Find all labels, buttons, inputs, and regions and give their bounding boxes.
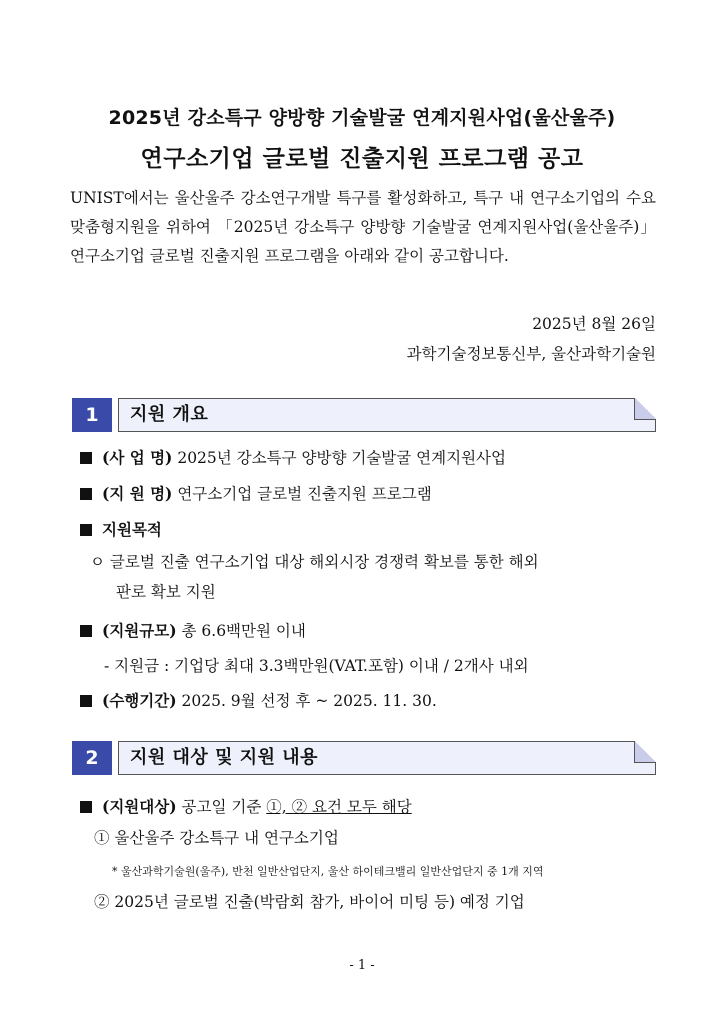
issuing-organizations: 과학기술정보통신부, 울산과학기술원 — [406, 345, 656, 363]
label: (사 업 명) — [102, 448, 173, 467]
square-bullet-icon — [80, 625, 92, 637]
scale-subitem: - 지원금 : 기업당 최대 3.3백만원(VAT.포함) 이내 / 2개사 내외 — [104, 657, 529, 675]
requirement-1: ① 울산울주 강소특구 내 연구소기업 — [94, 829, 339, 847]
square-bullet-icon — [80, 695, 92, 707]
section-2-header — [72, 741, 656, 775]
square-bullet-icon — [80, 452, 92, 464]
folded-corner — [634, 741, 656, 763]
requirement-2: ② 2025년 글로벌 진출(박람회 참가, 바이어 미팅 등) 예정 기업 — [94, 893, 525, 911]
square-bullet-icon — [80, 801, 92, 813]
overview-project-name — [80, 446, 506, 468]
section-1-header — [72, 398, 656, 432]
label: (지 원 명) — [102, 484, 173, 503]
overview-period — [80, 689, 437, 711]
section-1-title: 지원 개요 — [130, 404, 209, 425]
target-heading — [80, 795, 412, 817]
overview-support-name — [80, 482, 432, 504]
announcement-date: 2025년 8월 26일 — [532, 315, 656, 333]
intro-paragraph: UNIST에서는 울산울주 강소연구개발 특구를 활성화하고, 특구 내 연구소기업의 수요맞춤형지원을 위하여 「2025년 강소특구 양방향 기술발굴 연계지원사업(울산울주)」 연구소기업 글로벌 진출지원 프로그램을 아래와 같이 공고합니다. — [70, 189, 656, 265]
square-bullet-icon — [80, 488, 92, 500]
value: 연구소기업 글로벌 진출지원 프로그램 — [177, 485, 432, 503]
purpose-text-line-1: ㅇ 글로벌 진출 연구소기업 대상 해외시장 경쟁력 확보를 통한 해외 — [90, 553, 539, 571]
label: (지원규모) — [102, 621, 177, 640]
section-2-number: 2 — [72, 741, 112, 775]
section-1-number: 1 — [72, 398, 112, 432]
section-2-title: 지원 대상 및 지원 내용 — [130, 747, 319, 768]
underlined-requirement: ①, ② 요건 모두 해당 — [266, 798, 412, 816]
page-number: - 1 - — [349, 958, 375, 973]
requirement-1-note: * 울산과학기술원(울주), 반천 일반산업단지, 울산 하이테크밸리 일반산업단지 중 1개 지역 — [112, 865, 544, 878]
value: 2025. 9월 선정 후 ~ 2025. 11. 30. — [181, 692, 437, 710]
overview-scale — [80, 619, 306, 641]
overview-purpose-heading — [80, 518, 162, 540]
value: 2025년 강소특구 양방향 기술발굴 연계지원사업 — [177, 449, 506, 467]
title-line-1: 2025년 강소특구 양방향 기술발굴 연계지원사업(울산울주) — [108, 107, 616, 129]
label: 지원목적 — [102, 520, 162, 539]
label: (지원대상) — [102, 797, 177, 816]
folded-corner — [634, 398, 656, 420]
value: 공고일 기준 — [181, 798, 262, 816]
label: (수행기간) — [102, 691, 177, 710]
title-line-2: 연구소기업 글로벌 진출지원 프로그램 공고 — [140, 146, 584, 172]
purpose-text-line-2: 판로 확보 지원 — [116, 583, 216, 601]
value: 총 6.6백만원 이내 — [181, 622, 306, 640]
square-bullet-icon — [80, 524, 92, 536]
